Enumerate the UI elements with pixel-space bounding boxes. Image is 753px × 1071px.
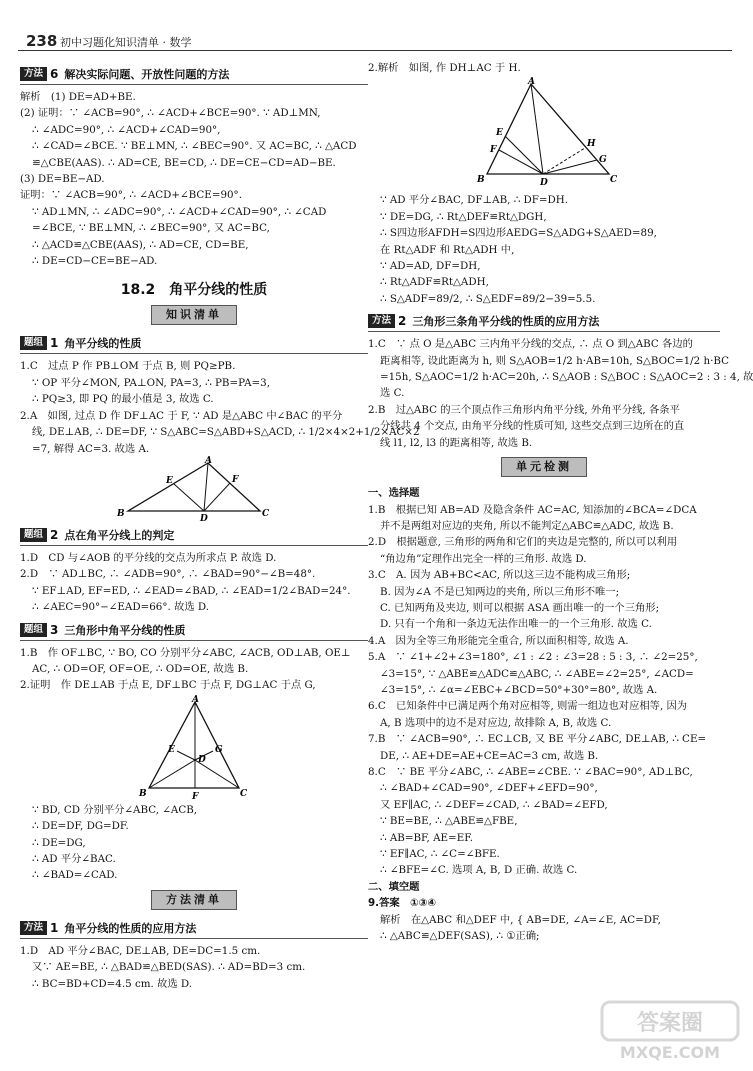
method6-heading (20, 64, 368, 85)
label-E: E (168, 744, 175, 755)
text-line: 2.解析 如图, 作 DH⊥AC 于 H. (368, 62, 521, 74)
text-line: 解析 在△ABC 和△DEF 中, { AB=DE, ∠A=∠E, AC=DF, (380, 913, 661, 926)
label-D: D (198, 754, 206, 765)
text-line: ∴ PQ≥3, 即 PQ 的最小值是 3, 故选 C. (32, 393, 214, 406)
banner-method: 方法清单 (151, 890, 237, 910)
method-tag: 方法 (368, 314, 395, 328)
text-line: ∴ ∠BAD+∠CAD=90°, ∠DEF+∠EFD=90°, (380, 782, 598, 795)
group1-solutions (20, 358, 420, 456)
text-line: (2) 证明：∵ ∠ACB=90°, ∴ ∠ACD+∠BCE=90°. ∵ AD⊥MN, (20, 107, 321, 120)
method-number: 1 (50, 920, 59, 935)
group-number: 3 (50, 622, 59, 637)
label-E: E (496, 128, 503, 139)
watermark-site: MXQE.COM (619, 1043, 721, 1062)
text-line: 5.A ∵ ∠1+∠2+∠3=180°, ∠1 : ∠2 : ∠3=28 : 5 : 3, ∴ ∠2=25°, (368, 651, 698, 664)
text-line: 7.B ∵ ∠ACB=90°, ∴ EC⊥CB, 又 BE 平分∠ABC, DE⊥AB, ∴ CE= (368, 733, 707, 746)
text-line: 线, DE⊥AB, ∴ DE=DF, ∵ S△ABC=S△ABD+S△ACD, ∴ 1/2×4×2+1/2×AC×2 (32, 426, 420, 439)
text-line: =∠BCE, ∵ BE⊥MN, ∴ ∠BEC=90°, 又 AC=BC, (32, 222, 270, 235)
text-line: 1.D CD 与∠AOB 的平分线的交点为所求点 P. 故选 D. (20, 551, 277, 564)
group-number: 2 (50, 527, 59, 542)
group3-proof (20, 802, 368, 884)
text-line: A, B 选项中的边不是对应边, 故排除 A, B, 故选 C. (380, 716, 612, 729)
book-title: 初中习题化知识清单 · 数学 (60, 36, 192, 49)
method1-heading (20, 918, 368, 939)
group3-heading (20, 620, 368, 641)
label-D: D (200, 513, 208, 524)
text-line: 4.A 因为全等三角形能完全重合, 所以面积相等, 故选 A. (368, 634, 629, 647)
label-B: B (139, 788, 147, 799)
text-line: (3) DE=BE−AD. (20, 173, 105, 186)
text-line: ∴ S四边形AFDH=S四边形AEDG=S△ADG+S△AED=89, (380, 227, 657, 240)
text-line: ≌△CBE(AAS). ∴ AD=CE, BE=CD, ∴ DE=CE−CD=AD−BE. (32, 156, 336, 169)
method-number: 6 (50, 67, 59, 81)
text-line: ∴ DE=CD−CE=BE−AD. (32, 255, 158, 268)
text-line: ∵ AD 平分∠BAC, DF⊥AB, ∴ DF=DH. (380, 194, 569, 207)
figure-triangle-3 (469, 78, 619, 190)
text-line: ∴ ∠ADC=90°, ∴ ∠ACD+∠CAD=90°, (32, 123, 221, 136)
label-G: G (599, 155, 607, 166)
text-line: ∴ ∠BAD=∠CAD. (32, 869, 118, 882)
text-line: 选 C. (380, 387, 405, 400)
text-line: D. 只有一个角和一条边无法作出唯一的一个三角形. 故选 C. (380, 618, 652, 631)
page-header (18, 32, 732, 51)
banner-unit-test: 单元检测 (501, 457, 587, 477)
text-line: 2.A 如图, 过点 D 作 DF⊥AC 于 F, ∵ AD 是△ABC 中∠BAC 的平分 (20, 409, 343, 422)
method-title: 三角形三条角平分线的性质的应用方法 (412, 315, 600, 329)
label-F: F (192, 791, 199, 802)
text-line: ∴ Rt△ADF≌Rt△ADH, (380, 276, 489, 289)
method-title: 角平分线的性质的应用方法 (64, 921, 197, 935)
group2-heading (20, 525, 368, 546)
figure-triangle-2 (139, 696, 249, 800)
q2-solution (368, 192, 720, 307)
q2-intro (368, 60, 720, 76)
text-line: 1.D AD 平分∠BAC, DE⊥AB, DE=DC=1.5 cm. (20, 944, 261, 957)
text-line: ∴ △ABC≌△DEF(SAS), ∴ ①正确; (380, 930, 540, 943)
section-choice-title: 一、选择题 (368, 487, 420, 500)
group-tag: 题组 (20, 336, 47, 350)
text-line: ∵ AD=AD, DF=DH, (380, 260, 481, 273)
text-line: ∵ EF⊥AD, EF=ED, ∴ ∠EAD=∠BAD, ∴ ∠EAD=1/2∠BAD=24°. (32, 584, 351, 597)
text-line: ∵ BD, CD 分别平分∠ABC, ∠ACB, (32, 803, 198, 816)
method2-solutions (368, 336, 753, 451)
group-title: 点在角平分线上的判定 (64, 528, 175, 542)
method-tag: 方法 (20, 921, 47, 935)
text-line: ∴ ∠CAD=∠BCE. ∵ BE⊥MN, ∴ ∠BEC=90°. 又 AC=BC, ∴ △ACD (32, 140, 357, 153)
text-line: 并不是两组对应边的夹角, 所以不能判定△ABC≌△ADC, 故选 B. (380, 519, 674, 532)
text-line: ∴ △ACD≌△CBE(AAS), ∴ AD=CE, CD=BE, (32, 238, 249, 251)
text-line: 又 EF∥AC, ∴ ∠DEF=∠CAD, ∴ ∠BAD=∠EFD, (380, 798, 608, 811)
text-line: DE, ∴ AE+DE=AE+CE=AC=3 cm, 故选 B. (380, 749, 599, 762)
text-line: =7, 解得 AC=3. 故选 A. (32, 442, 150, 455)
label-C: C (240, 788, 248, 799)
text-line: B. 因为∠A 不是已知两边的夹角, 所以三角形不唯一; (380, 585, 620, 598)
text-line: 距离相等, 设此距离为 h, 则 S△AOB=1/2 h·AB=10h, S△BOC=1/2 h·BC (380, 354, 730, 367)
text-line: 2.证明 作 DE⊥AB 于点 E, DF⊥BC 于点 F, DG⊥AC 于点 G, (20, 679, 316, 692)
group2-solutions (20, 550, 368, 616)
method-tag: 方法 (20, 67, 47, 81)
group-tag: 题组 (20, 623, 47, 637)
text-line: 1.C ∵ 点 O 是△ABC 三内角平分线的交点, ∴ 点 O 到△ABC 各边的 (368, 338, 693, 351)
method-number: 2 (398, 314, 407, 329)
text-line: C. 已知两角及夹边, 则可以根据 ASA 画出唯一的一个三角形; (380, 601, 660, 614)
text-line: 线 l1, l2, l3 的距离相等, 故选 B. (380, 436, 533, 449)
label-F: F (490, 145, 497, 156)
page-number: 238 (26, 32, 58, 50)
label-D: D (540, 178, 548, 189)
text-line: 1.B 根据已知 AB=AD 及隐含条件 AC=AC, 知添加的∠BCA=∠DCA (368, 503, 697, 516)
choice-solutions (368, 502, 720, 879)
text-line: ∴ ∠BFE=∠C. 选项 A, B, D 正确. 故选 C. (380, 864, 578, 877)
text-line: ∠3=15°, ∴ ∠α=∠EBC+∠BCD=50°+30°=80°, 故选 A. (380, 683, 658, 696)
label-C: C (610, 175, 618, 186)
text-line: ∵ EF∥AC, ∴ ∠C=∠BFE. (380, 848, 500, 861)
text-line: AC, ∴ OD=OF, OF=OE, ∴ OD=OE, 故选 B. (32, 662, 249, 675)
text-line: ∵ DE=DG, ∴ Rt△DEF≌Rt△DGH, (380, 210, 547, 223)
text-line: 在 Rt△ADF 和 Rt△ADH 中, (380, 243, 515, 256)
text-line: 解析 (1) DE=AD+BE. (20, 91, 136, 103)
group-number: 1 (50, 336, 59, 351)
text-line: ∴ S△ADF=89/2, ∴ S△EDF=89/2−39=5.5. (380, 292, 596, 305)
label-A: A (205, 455, 212, 466)
watermark-text: 答案圈 (636, 1011, 704, 1036)
text-line: 1.C 过点 P 作 PB⊥OM 于点 B, 则 PQ≥PB. (20, 360, 236, 373)
label-A: A (192, 694, 199, 705)
label-B: B (117, 508, 125, 519)
right-column (368, 60, 753, 1060)
text-line: ∵ BE=BE, ∴ △ABE≌△FBE, (380, 815, 518, 828)
group-title: 角平分线的性质 (64, 337, 142, 351)
text-line: 6.C 已知条件中已满足两个角对应相等, 则需一组边也对应相等, 因为 (368, 700, 688, 713)
text-line: “角边角”定理作出完全一样的三角形. 故选 D. (380, 552, 587, 565)
text-line: 又∵ AE=BE, ∴ △BAD≌△BED(SAS). ∴ AD=BD=3 cm. (32, 961, 306, 974)
text-line: ∴ AD 平分∠BAC. (32, 852, 116, 865)
text-line: 3.C A. 因为 AB+BC<AC, 所以这三边不能构成三角形; (368, 569, 631, 582)
q9-answer: 9.答案 ①③④ (368, 897, 437, 910)
label-E: E (166, 475, 173, 486)
label-A: A (528, 77, 535, 88)
method6-solution (20, 89, 368, 269)
method1-solutions (20, 943, 368, 992)
label-B: B (477, 175, 485, 186)
text-line: ∴ ∠AEC=90°−∠EAD=66°. 故选 D. (32, 601, 210, 614)
text-line: ∴ BC=BD+CD=4.5 cm. 故选 D. (32, 977, 193, 990)
group-tag: 题组 (20, 528, 47, 542)
text-line: 2.B 过△ABC 的三个顶点作三角形内角平分线, 外角平分线, 各条平 (368, 403, 680, 416)
text-line: 证明：∵ ∠ACB=90°, ∴ ∠ACD+∠BCE=90°. (20, 189, 242, 202)
section-title: 18.2 角平分线的性质 (120, 282, 268, 299)
label-F: F (232, 474, 239, 485)
text-line: ∵ OP 平分∠MON, PA⊥ON, PA=3, ∴ PB=PA=3, (32, 376, 270, 389)
section-fill-title: 二、填空题 (368, 880, 420, 893)
label-G: G (215, 744, 223, 755)
text-line: 1.B 作 OF⊥BC, ∵ BO, CO 分别平分∠ABC, ∠ACB, OD⊥AB, OE⊥ (20, 646, 351, 659)
text-line: =15h, S△AOC=1/2 h·AC=20h, ∴ S△AOB : S△BOC : S△AOC=2 : 3 : 4, 故 (380, 371, 753, 384)
text-line: ∵ AD⊥MN, ∴ ∠ADC=90°, ∴ ∠ACD+∠CAD=90°, ∴ ∠CAD (32, 205, 327, 218)
figure-triangle-1 (114, 455, 274, 524)
text-line: ∴ DE=DF, DG=DF. (32, 820, 129, 833)
banner-knowledge: 知识清单 (151, 305, 237, 325)
group3-solutions (20, 645, 368, 694)
method2-heading (368, 311, 720, 332)
text-line: ∠3=15°, ∵ △ABE≌△ADC≌△ABC, ∴ ∠ABE=∠2=25°, ∠ACD= (380, 667, 694, 680)
text-line: 2.D ∵ AD⊥BC, ∴ ∠ADB=90°, ∴ ∠BAD=90°−∠B=48°. (20, 568, 316, 581)
label-H: H (587, 139, 596, 150)
watermark-logo (600, 1000, 740, 1064)
text-line: 2.D 根据题意, 三角形的两角和它们的夹边是完整的, 所以可以利用 (368, 536, 678, 549)
text-line: ∴ AB=BF, AE=EF. (380, 831, 474, 844)
label-C: C (262, 508, 270, 519)
group1-heading (20, 333, 368, 354)
text-line: ∴ DE=DG, (32, 836, 86, 849)
text-line: 8.C ∵ BE 平分∠ABC, ∴ ∠ABE=∠CBE. ∵ ∠BAC=90°, AD⊥BC, (368, 766, 693, 778)
method-title: 解决实际问题、开放性问题的方法 (64, 68, 230, 81)
text-line: 分线共 4 个交点, 由角平分线的性质可知, 这些交点到三边所在的直 (380, 420, 685, 433)
group-title: 三角形中角平分线的性质 (64, 623, 186, 637)
